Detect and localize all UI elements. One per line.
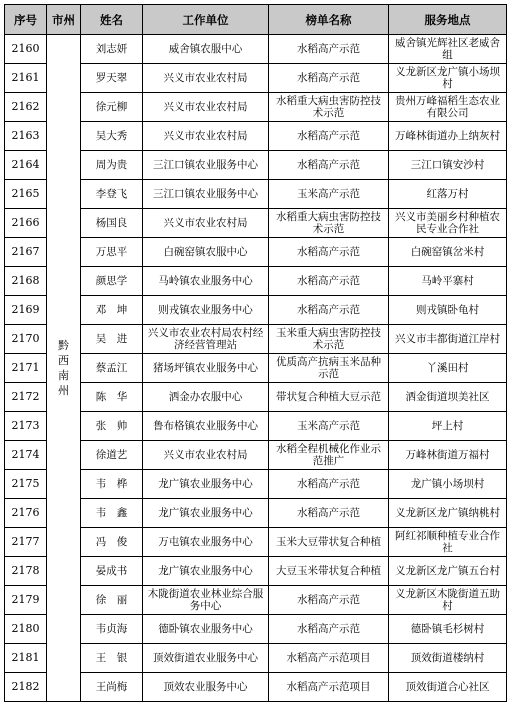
unit-cell [143, 122, 269, 151]
place-cell [389, 122, 507, 151]
table-row [5, 615, 507, 644]
table-row [5, 325, 507, 354]
unit-cell-text: 三江口镇农业服务中心 [153, 188, 258, 200]
place-cell [389, 499, 507, 528]
row-number: 2177 [5, 528, 47, 557]
row-number: 2174 [5, 441, 47, 470]
unit-cell-text: 三江口镇农业服务中心 [153, 159, 258, 171]
unit-cell [143, 470, 269, 499]
row-number: 2163 [5, 122, 47, 151]
list-cell-text: 水稻高产示范 [297, 594, 360, 606]
list-cell [269, 615, 389, 644]
header-no: 序号 [5, 5, 47, 35]
place-cell [389, 586, 507, 615]
table-row [5, 557, 507, 586]
table-row [5, 354, 507, 383]
table-row [5, 122, 507, 151]
table-row [5, 644, 507, 673]
name-cell: 王 银 [81, 644, 143, 673]
city-cell [47, 35, 81, 702]
unit-cell-text: 马岭镇农业服务中心 [158, 275, 253, 287]
unit-cell-text: 兴义市农业农村局 [163, 449, 248, 461]
list-cell [269, 151, 389, 180]
unit-cell-text: 则戎镇农业服务中心 [158, 304, 253, 316]
unit-cell-text: 兴义市农业农村局农村经济经营管理站 [147, 327, 264, 351]
list-cell-text: 水稻高产示范 [297, 304, 360, 316]
list-cell [269, 122, 389, 151]
unit-cell [143, 354, 269, 383]
table-row [5, 267, 507, 296]
unit-cell [143, 383, 269, 412]
place-cell-text: 坪上村 [431, 420, 464, 432]
list-cell [269, 557, 389, 586]
name-cell: 吴大秀 [81, 122, 143, 151]
name-cell: 杨国良 [81, 209, 143, 238]
name-cell: 徐 丽 [81, 586, 143, 615]
unit-cell [143, 64, 269, 93]
table-body [5, 35, 507, 702]
list-cell-text: 水稻高产示范项目 [286, 652, 371, 664]
place-cell [389, 325, 507, 354]
list-cell-text: 玉米高产示范 [297, 420, 360, 432]
list-cell [269, 325, 389, 354]
name-cell: 徐元柳 [81, 93, 143, 122]
list-cell [269, 383, 389, 412]
name-cell: 万思平 [81, 238, 143, 267]
name-cell: 吴 进 [81, 325, 143, 354]
table-row [5, 64, 507, 93]
row-number: 2168 [5, 267, 47, 296]
list-cell [269, 93, 389, 122]
place-cell-text: 贵州万峰福稻生态农业有限公司 [395, 95, 500, 119]
place-cell [389, 441, 507, 470]
name-cell: 徐道艺 [81, 441, 143, 470]
list-cell-text: 水稻重大病虫害防控技术示范 [276, 211, 381, 235]
list-cell-text: 玉米重大病虫害防控技术示范 [276, 327, 381, 351]
row-number: 2171 [5, 354, 47, 383]
list-cell-text: 水稻高产示范 [297, 507, 360, 519]
table-row [5, 470, 507, 499]
place-cell [389, 93, 507, 122]
list-cell [269, 64, 389, 93]
table-row [5, 383, 507, 412]
name-cell: 周为贵 [81, 151, 143, 180]
list-cell [269, 180, 389, 209]
unit-cell [143, 151, 269, 180]
unit-cell [143, 180, 269, 209]
header-row [5, 5, 507, 35]
unit-cell [143, 267, 269, 296]
list-cell [269, 354, 389, 383]
row-number: 2164 [5, 151, 47, 180]
place-cell-text: 德卧镇毛杉树村 [410, 623, 485, 635]
table-row [5, 528, 507, 557]
place-cell-text: 兴义市丰都街道江岸村 [395, 333, 500, 345]
name-cell: 韦 桦 [81, 470, 143, 499]
row-number: 2175 [5, 470, 47, 499]
row-number: 2162 [5, 93, 47, 122]
unit-cell-text: 龙广镇农业服务中心 [158, 478, 253, 490]
place-cell [389, 35, 507, 64]
table-row [5, 673, 507, 702]
place-cell [389, 64, 507, 93]
header-name: 姓名 [81, 5, 143, 35]
place-cell [389, 209, 507, 238]
place-cell-text: 洒金街道坝美社区 [405, 391, 490, 403]
list-cell [269, 209, 389, 238]
unit-cell [143, 615, 269, 644]
list-cell [269, 412, 389, 441]
list-cell [269, 528, 389, 557]
name-cell: 冯 俊 [81, 528, 143, 557]
place-cell [389, 673, 507, 702]
place-cell-text: 马岭平寨村 [421, 275, 474, 287]
place-cell [389, 151, 507, 180]
unit-cell-text: 白碗窑镇农服中心 [163, 246, 248, 258]
list-cell-text: 水稻高产示范 [297, 72, 360, 84]
name-cell: 韦贞海 [81, 615, 143, 644]
unit-cell [143, 296, 269, 325]
place-cell-text: 万峰林街道万福村 [405, 449, 490, 461]
table-row [5, 238, 507, 267]
row-number: 2167 [5, 238, 47, 267]
row-number: 2182 [5, 673, 47, 702]
place-cell-text: 义龙新区龙广镇五台村 [395, 565, 500, 577]
row-number: 2179 [5, 586, 47, 615]
name-cell: 李登飞 [81, 180, 143, 209]
list-cell [269, 470, 389, 499]
place-cell-text: 万峰林街道办上纳灰村 [395, 130, 500, 142]
table-row [5, 35, 507, 64]
place-cell [389, 644, 507, 673]
place-cell-text: 白碗窑镇岔米村 [410, 246, 485, 258]
unit-cell [143, 93, 269, 122]
unit-cell-text: 龙广镇农业服务中心 [158, 565, 253, 577]
name-cell: 刘志妍 [81, 35, 143, 64]
place-cell-text: 三江口镇安沙村 [410, 159, 485, 171]
unit-cell-text: 兴义市农业农村局 [163, 217, 248, 229]
place-cell-text: 龙广镇小场坝村 [410, 478, 485, 490]
list-cell-text: 玉米高产示范 [297, 188, 360, 200]
list-cell [269, 586, 389, 615]
row-number: 2181 [5, 644, 47, 673]
list-cell [269, 673, 389, 702]
unit-cell [143, 528, 269, 557]
list-cell-text: 优质高产抗病玉米品种示范 [276, 356, 381, 380]
unit-cell-text: 木陇街道农业林业综合服务中心 [147, 588, 264, 612]
list-cell [269, 238, 389, 267]
name-cell: 罗天翠 [81, 64, 143, 93]
city-label: 黔西南州 [58, 339, 69, 397]
name-cell: 邓 坤 [81, 296, 143, 325]
place-cell-text: 顶效街道合心社区 [405, 681, 490, 693]
unit-cell-text: 洒金办农服中心 [168, 391, 243, 403]
place-cell [389, 238, 507, 267]
unit-cell-text: 顶效农业服务中心 [163, 681, 248, 693]
list-cell-text: 水稻全程机械化作业示范推广 [276, 443, 381, 467]
unit-cell [143, 644, 269, 673]
name-cell: 张 帅 [81, 412, 143, 441]
unit-cell-text: 德卧镇农业服务中心 [158, 623, 253, 635]
unit-cell-text: 龙广镇农业服务中心 [158, 507, 253, 519]
unit-cell-text: 威舍镇农服中心 [168, 43, 243, 55]
place-cell [389, 180, 507, 209]
list-cell-text: 水稻重大病虫害防控技术示范 [276, 95, 381, 119]
table-row [5, 441, 507, 470]
name-cell: 韦 鑫 [81, 499, 143, 528]
table-row [5, 499, 507, 528]
unit-cell-text: 鲁布格镇农业服务中心 [153, 420, 258, 432]
list-cell-text: 水稻高产示范 [297, 275, 360, 287]
header-city: 市州 [47, 5, 81, 35]
place-cell-text: 红落万村 [426, 188, 469, 200]
place-cell [389, 354, 507, 383]
place-cell [389, 528, 507, 557]
unit-cell [143, 412, 269, 441]
table-row [5, 93, 507, 122]
unit-cell-text: 兴义市农业农村局 [163, 101, 248, 113]
name-cell: 晏成书 [81, 557, 143, 586]
place-cell-text: 顶效街道楼纳村 [410, 652, 485, 664]
list-cell-text: 水稻高产示范 [297, 159, 360, 171]
table-row [5, 180, 507, 209]
list-cell [269, 441, 389, 470]
place-cell [389, 557, 507, 586]
unit-cell [143, 325, 269, 354]
list-cell [269, 296, 389, 325]
unit-cell [143, 557, 269, 586]
unit-cell-text: 顶效街道农业服务中心 [153, 652, 258, 664]
table-row [5, 209, 507, 238]
place-cell-text: 义龙新区木陇街道五助村 [395, 588, 500, 612]
name-cell: 陈 华 [81, 383, 143, 412]
header-list: 榜单名称 [269, 5, 389, 35]
place-cell [389, 470, 507, 499]
table-row [5, 586, 507, 615]
row-number: 2172 [5, 383, 47, 412]
place-cell-text: 兴义市美丽乡村种植农民专业合作社 [395, 211, 500, 235]
name-cell: 王尚梅 [81, 673, 143, 702]
place-cell-text: 义龙新区龙广镇小场坝村 [395, 66, 500, 90]
place-cell [389, 267, 507, 296]
list-cell-text: 水稻高产示范 [297, 246, 360, 258]
header-place: 服务地点 [389, 5, 507, 35]
unit-cell [143, 499, 269, 528]
row-number: 2169 [5, 296, 47, 325]
place-cell-text: 威舍镇光辉社区老威舍组 [395, 37, 500, 61]
row-number: 2173 [5, 412, 47, 441]
place-cell-text: 阿红祁顺种植专业合作社 [395, 530, 500, 554]
place-cell [389, 412, 507, 441]
row-number: 2176 [5, 499, 47, 528]
list-cell-text: 大豆玉米带状复合种植 [276, 565, 381, 577]
list-cell-text: 水稻高产示范项目 [286, 681, 371, 693]
roster-table [4, 4, 507, 702]
unit-cell [143, 673, 269, 702]
row-number: 2178 [5, 557, 47, 586]
unit-cell-text: 猪场坪镇农业服务中心 [153, 362, 258, 374]
place-cell [389, 615, 507, 644]
table-row [5, 412, 507, 441]
unit-cell [143, 35, 269, 64]
list-cell [269, 644, 389, 673]
unit-cell [143, 238, 269, 267]
unit-cell-text: 兴义市农业农村局 [163, 130, 248, 142]
row-number: 2160 [5, 35, 47, 64]
row-number: 2170 [5, 325, 47, 354]
row-number: 2161 [5, 64, 47, 93]
row-number: 2180 [5, 615, 47, 644]
table-row [5, 296, 507, 325]
header-unit: 工作单位 [143, 5, 269, 35]
list-cell-text: 玉米大豆带状复合种植 [276, 536, 381, 548]
list-cell [269, 267, 389, 296]
unit-cell [143, 441, 269, 470]
list-cell-text: 水稻高产示范 [297, 623, 360, 635]
place-cell [389, 296, 507, 325]
table-row [5, 151, 507, 180]
unit-cell-text: 万屯镇农业服务中心 [158, 536, 253, 548]
list-cell [269, 499, 389, 528]
name-cell: 颜思学 [81, 267, 143, 296]
place-cell-text: 则戎镇卧龟村 [416, 304, 479, 316]
place-cell-text: 丫溪田村 [426, 362, 469, 374]
row-number: 2165 [5, 180, 47, 209]
name-cell: 蔡孟江 [81, 354, 143, 383]
list-cell-text: 水稻高产示范 [297, 43, 360, 55]
list-cell-text: 水稻高产示范 [297, 478, 360, 490]
list-cell-text: 带状复合种植大豆示范 [276, 391, 381, 403]
unit-cell-text: 兴义市农业农村局 [163, 72, 248, 84]
row-number: 2166 [5, 209, 47, 238]
unit-cell [143, 586, 269, 615]
place-cell [389, 383, 507, 412]
list-cell-text: 水稻高产示范 [297, 130, 360, 142]
unit-cell [143, 209, 269, 238]
list-cell [269, 35, 389, 64]
place-cell-text: 义龙新区龙广镇纳桃村 [395, 507, 500, 519]
